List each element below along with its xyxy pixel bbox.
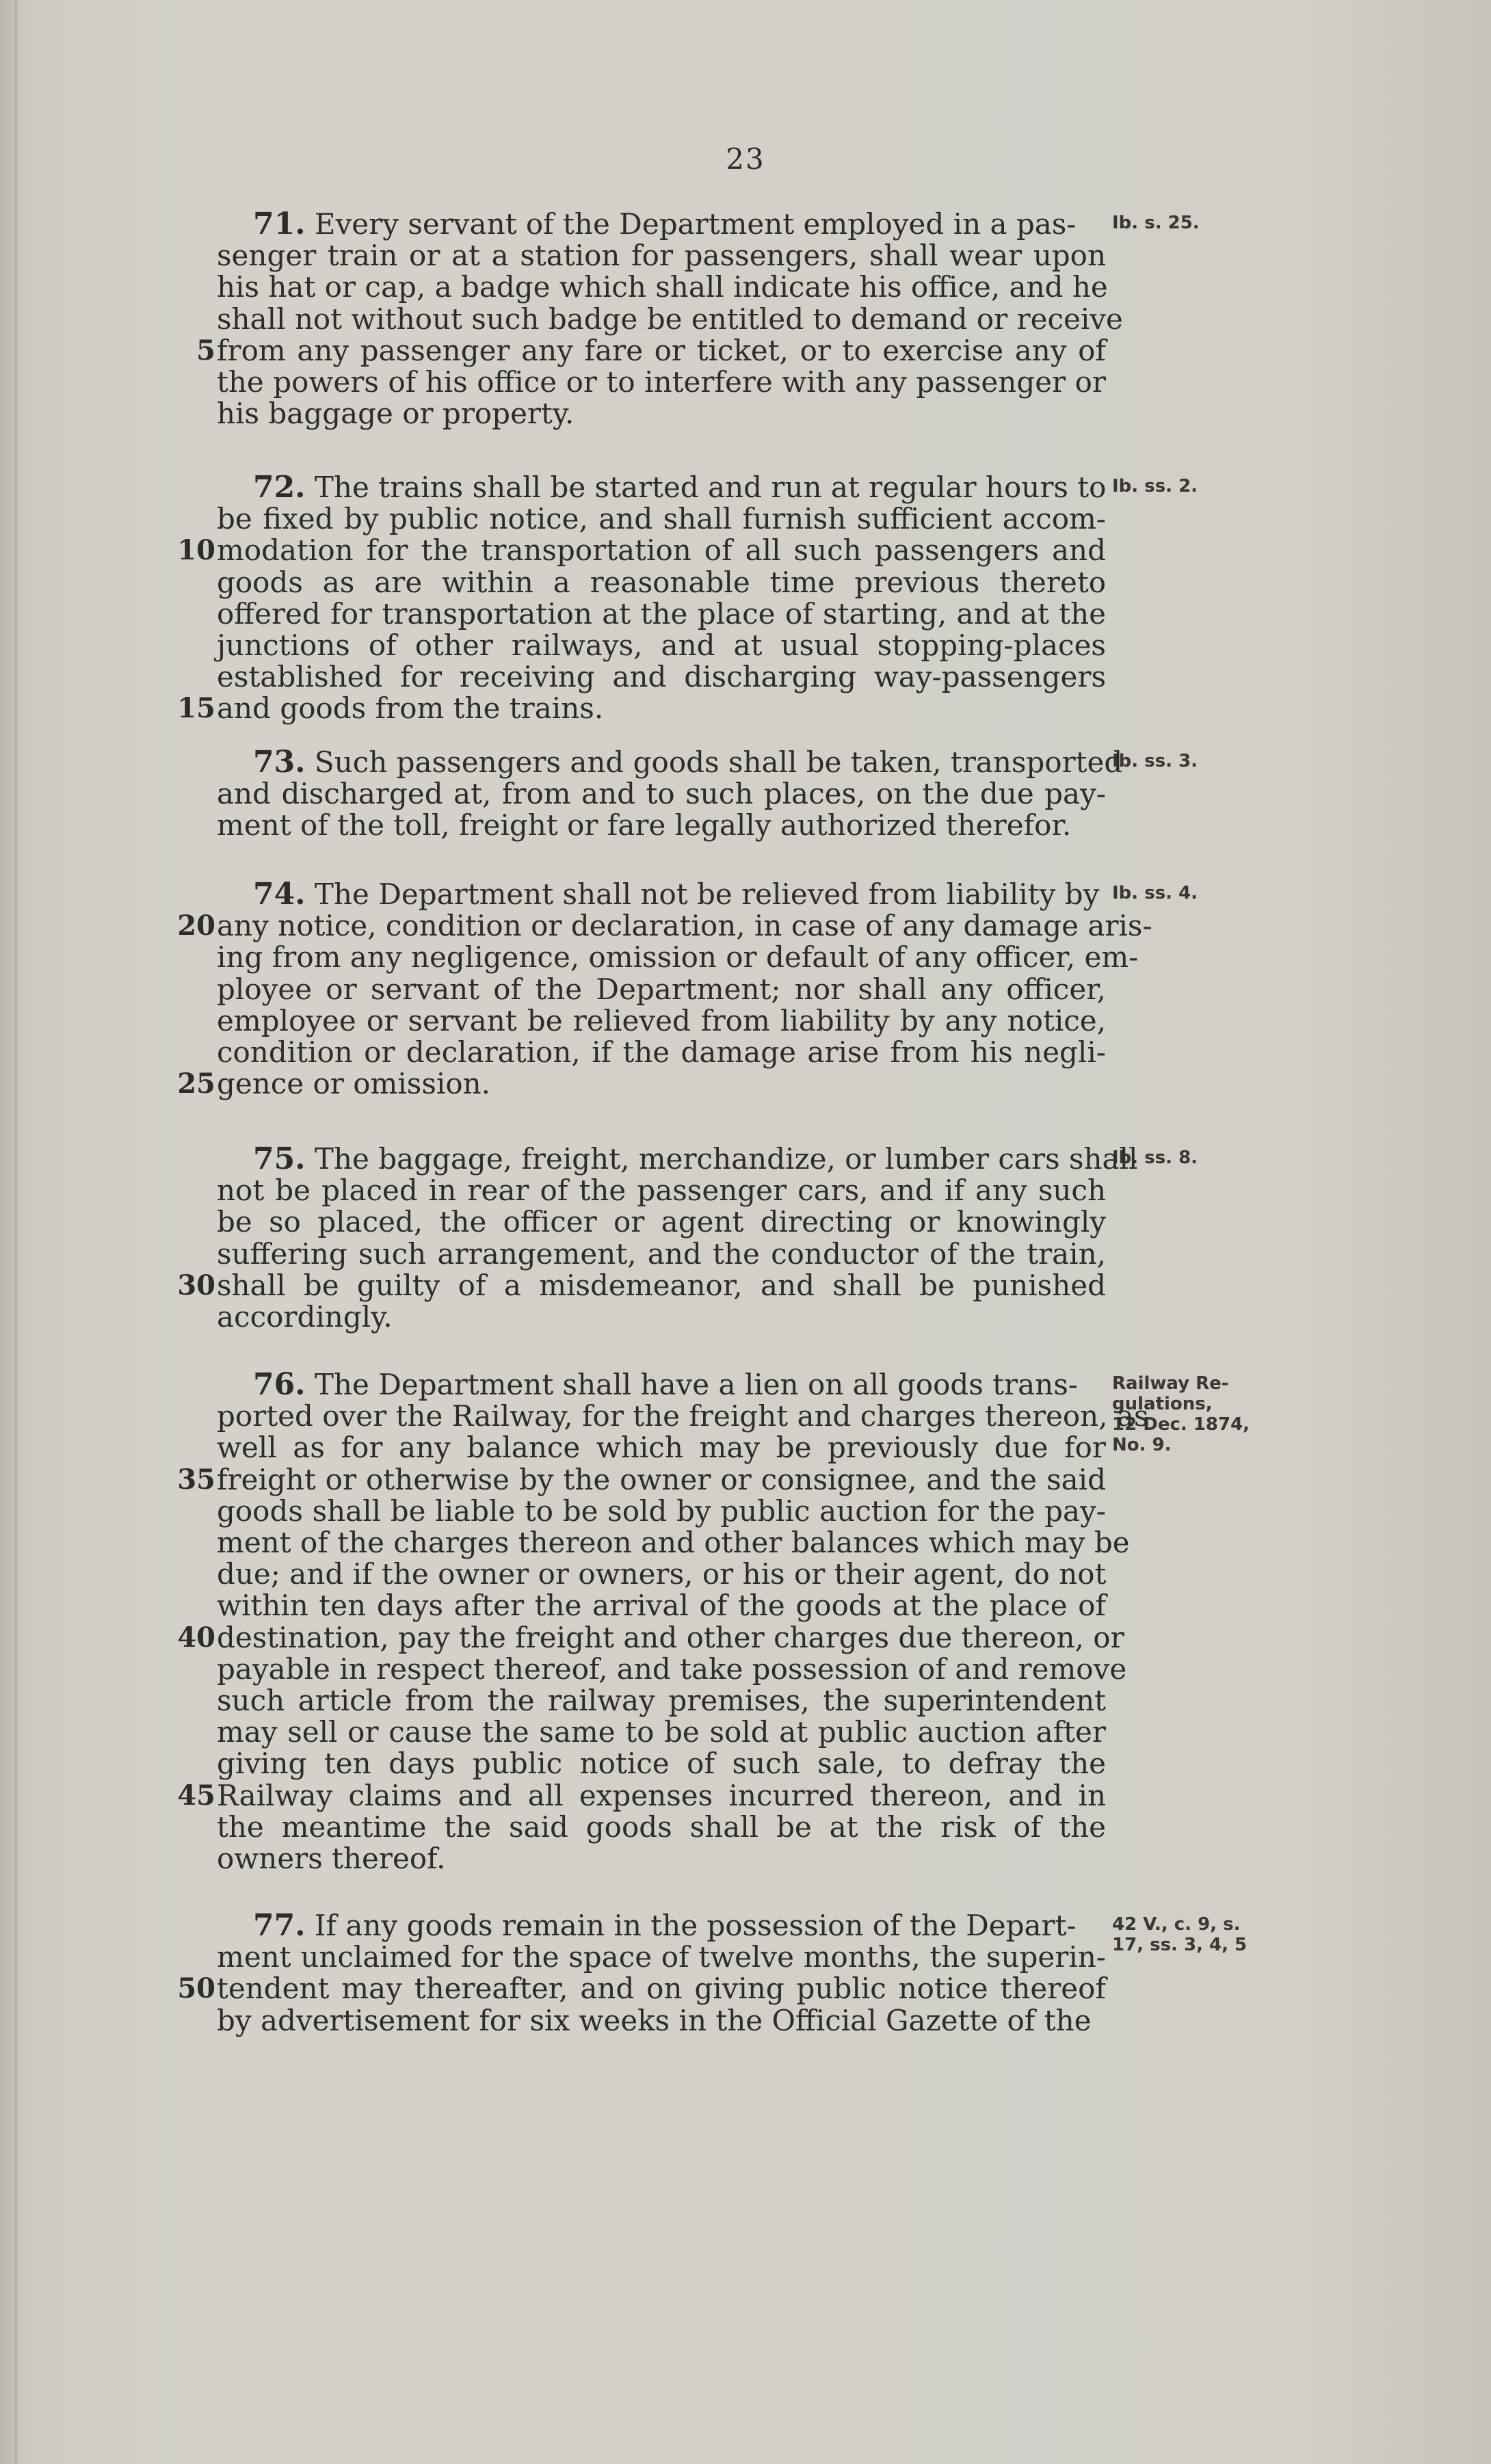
section-number: 73. (253, 745, 306, 780)
text-line (217, 1685, 1106, 1717)
line-text: employee or servant be relieved from liability by any notice, (217, 1003, 1106, 1037)
text-line (253, 1141, 1138, 1176)
section-number: 72. (253, 470, 306, 505)
line-text: The Department shall not be relieved from liability by (314, 877, 1100, 911)
text-line (217, 1843, 1106, 1875)
line-text: destination, pay the freight and other charges due thereon, or (217, 1620, 1124, 1654)
line-number: 15 (177, 692, 215, 725)
line-text: owners thereof. (217, 1842, 446, 1875)
text-line (253, 877, 1100, 912)
line-number: 5 (196, 334, 215, 367)
margin-note: Ib. s. 25. (1112, 213, 1200, 233)
text-line (217, 1399, 1149, 1433)
line-text: from any passenger any fare or ticket, or to exercise any of (217, 333, 1106, 367)
text-line (217, 1206, 1106, 1238)
line-number: 35 (177, 1463, 215, 1496)
text-line (253, 470, 1107, 505)
line-text: such article from the railway premises, the superintendent (217, 1684, 1106, 1717)
text-line (217, 1464, 1106, 1496)
line-text: goods shall be liable to be sold by public auction for the pay- (217, 1494, 1106, 1528)
text-line (217, 1780, 1106, 1812)
line-text: The trains shall be started and run at regular hours to (314, 471, 1107, 504)
line-text: not be placed in rear of the passenger cars, and if any such (217, 1174, 1106, 1208)
line-number: 10 (177, 534, 215, 567)
text-line (217, 693, 1106, 724)
line-text: senger train or at a station for passengers, shall wear upon (217, 239, 1106, 273)
text-line (217, 1559, 1106, 1590)
line-text: his baggage or property. (217, 397, 575, 431)
line-text: due; and if the owner or owners, or his or their agent, do not (217, 1557, 1107, 1591)
text-line (217, 367, 1106, 398)
text-line (217, 630, 1106, 661)
line-text: Railway claims and all expenses incurred thereon, and in (217, 1778, 1106, 1812)
line-text: ported over the Railway, for the freight and charges thereon, as (217, 1399, 1149, 1433)
text-line (217, 1270, 1106, 1301)
text-line (217, 598, 1106, 630)
margin-note: Ib. ss. 2. (1112, 476, 1198, 496)
text-line (217, 909, 1152, 943)
binding-edge (15, 0, 17, 2464)
text-line (217, 1496, 1106, 1527)
line-text: offered for transportation at the place of starting, and at the (217, 596, 1106, 631)
text-line (217, 1812, 1106, 1843)
text-line (217, 1037, 1106, 1068)
text-line (217, 335, 1106, 367)
text-line (217, 974, 1106, 1005)
text-line (217, 940, 1139, 975)
text-line (217, 1652, 1127, 1686)
line-text: freight or otherwise by the owner or consignee, and the said (217, 1462, 1106, 1496)
margin-note: Ib. ss. 8. (1112, 1148, 1198, 1168)
text-line (253, 745, 1123, 780)
line-text: ment of the charges thereon and other balances which may be (217, 1526, 1130, 1559)
text-line (217, 810, 1106, 841)
text-line (217, 302, 1123, 336)
line-text: and discharged at, from and to such places, on the due pay- (217, 777, 1106, 811)
text-line (217, 1005, 1106, 1037)
text-line (217, 1717, 1106, 1748)
line-text: Every servant of the Department employed in a pas- (314, 207, 1077, 241)
text-line (217, 1590, 1106, 1621)
line-number: 40 (177, 1621, 215, 1654)
margin-note: Railway Re- gulations, 12 Dec. 1874, No. 9. (1112, 1373, 1250, 1455)
line-text: established for receiving and discharging way-passengers (217, 660, 1106, 694)
margin-note: Ib. ss. 3. (1112, 751, 1198, 771)
text-line (217, 1942, 1106, 1973)
text-line (217, 1068, 1106, 1100)
line-text: be so placed, the officer or agent directing or knowingly (217, 1205, 1106, 1239)
text-line (217, 1526, 1130, 1559)
line-text: ment of the toll, freight or fare legally authorized therefor. (217, 808, 1072, 843)
line-text: ing from any negligence, omission or default of any officer, em- (217, 940, 1139, 975)
text-line (253, 207, 1077, 241)
text-line (217, 1973, 1106, 2004)
line-text: giving ten days public notice of such sale, to defray the (217, 1747, 1106, 1781)
line-text: by advertisement for six weeks in the Official Gazette of the (217, 2003, 1092, 2037)
line-number: 25 (177, 1068, 215, 1100)
line-text: ployee or servant of the Department; nor shall any officer, (217, 972, 1106, 1006)
line-text: modation for the transportation of all such passengers and (217, 533, 1106, 568)
line-text: the powers of his office or to interfere with any passenger or (217, 365, 1106, 399)
line-text: may sell or cause the same to be sold at public auction after (217, 1715, 1106, 1749)
line-text: suffering such arrangement, and the conductor of the train, (217, 1236, 1106, 1271)
section-number: 75. (253, 1141, 306, 1176)
margin-note: Ib. ss. 4. (1112, 883, 1198, 903)
text-line (217, 1175, 1106, 1206)
section-number: 76. (253, 1367, 306, 1402)
margin-note: 42 V., c. 9, s. 17, ss. 3, 4, 5 (1112, 1914, 1248, 1955)
line-text: tendent may thereafter, and on giving public notice thereof (217, 1972, 1106, 2006)
text-line (217, 778, 1106, 810)
text-line (253, 1367, 1078, 1402)
text-line (217, 271, 1106, 303)
line-text: goods as are within a reasonable time previous thereto (217, 565, 1106, 599)
text-line (217, 661, 1106, 693)
text-line (217, 2005, 1106, 2037)
line-text: well as for any balance which may be previously due for (217, 1431, 1106, 1465)
line-text: the meantime the said goods shall be at the risk of the (217, 1810, 1106, 1844)
text-line (217, 240, 1106, 271)
line-number: 30 (177, 1269, 215, 1301)
text-line (217, 1301, 1106, 1333)
text-line (217, 1432, 1106, 1463)
line-text: ment unclaimed for the space of twelve months, the superin- (217, 1940, 1106, 1974)
text-line (217, 1620, 1124, 1654)
text-line (217, 567, 1106, 598)
line-text: Such passengers and goods shall be taken, transported (314, 745, 1123, 779)
line-text: accordingly. (217, 1300, 393, 1334)
line-text: be fixed by public notice, and shall furnish sufficient accom- (217, 502, 1106, 536)
line-text: condition or declaration, if the damage arise from his negli- (217, 1035, 1106, 1069)
text-line (217, 398, 1106, 429)
text-line (253, 1908, 1077, 1943)
page-number: 23 (726, 142, 765, 176)
text-line (217, 1238, 1106, 1270)
line-text: If any goods remain in the possession of the Depart- (314, 1909, 1077, 1942)
section-number: 77. (253, 1908, 306, 1943)
line-text: payable in respect thereof, and take possession of and remove (217, 1652, 1127, 1686)
line-number: 20 (177, 910, 215, 942)
line-text: The Department shall have a lien on all goods trans- (314, 1368, 1078, 1401)
line-number: 50 (177, 1972, 215, 2005)
text-line (217, 503, 1106, 535)
section-number: 74. (253, 877, 306, 912)
text-line (217, 535, 1106, 566)
text-line (217, 1748, 1106, 1779)
line-number: 45 (177, 1779, 215, 1812)
line-text: any notice, condition or declaration, in case of any damage aris- (217, 909, 1152, 943)
line-text: junctions of other railways, and at usual stopping-places (217, 628, 1106, 662)
line-text: shall not without such badge be entitled to demand or receive (217, 302, 1123, 336)
line-text: his hat or cap, a badge which shall indicate his office, and he (217, 270, 1108, 304)
line-text: within ten days after the arrival of the goods at the place of (217, 1589, 1106, 1623)
section-number: 71. (253, 207, 306, 241)
line-text: shall be guilty of a misdemeanor, and shall be punished (217, 1268, 1106, 1302)
line-text: and goods from the trains. (217, 691, 604, 726)
line-text: The baggage, freight, merchandize, or lumber cars shall (314, 1142, 1138, 1176)
line-text: gence or omission. (217, 1067, 491, 1101)
